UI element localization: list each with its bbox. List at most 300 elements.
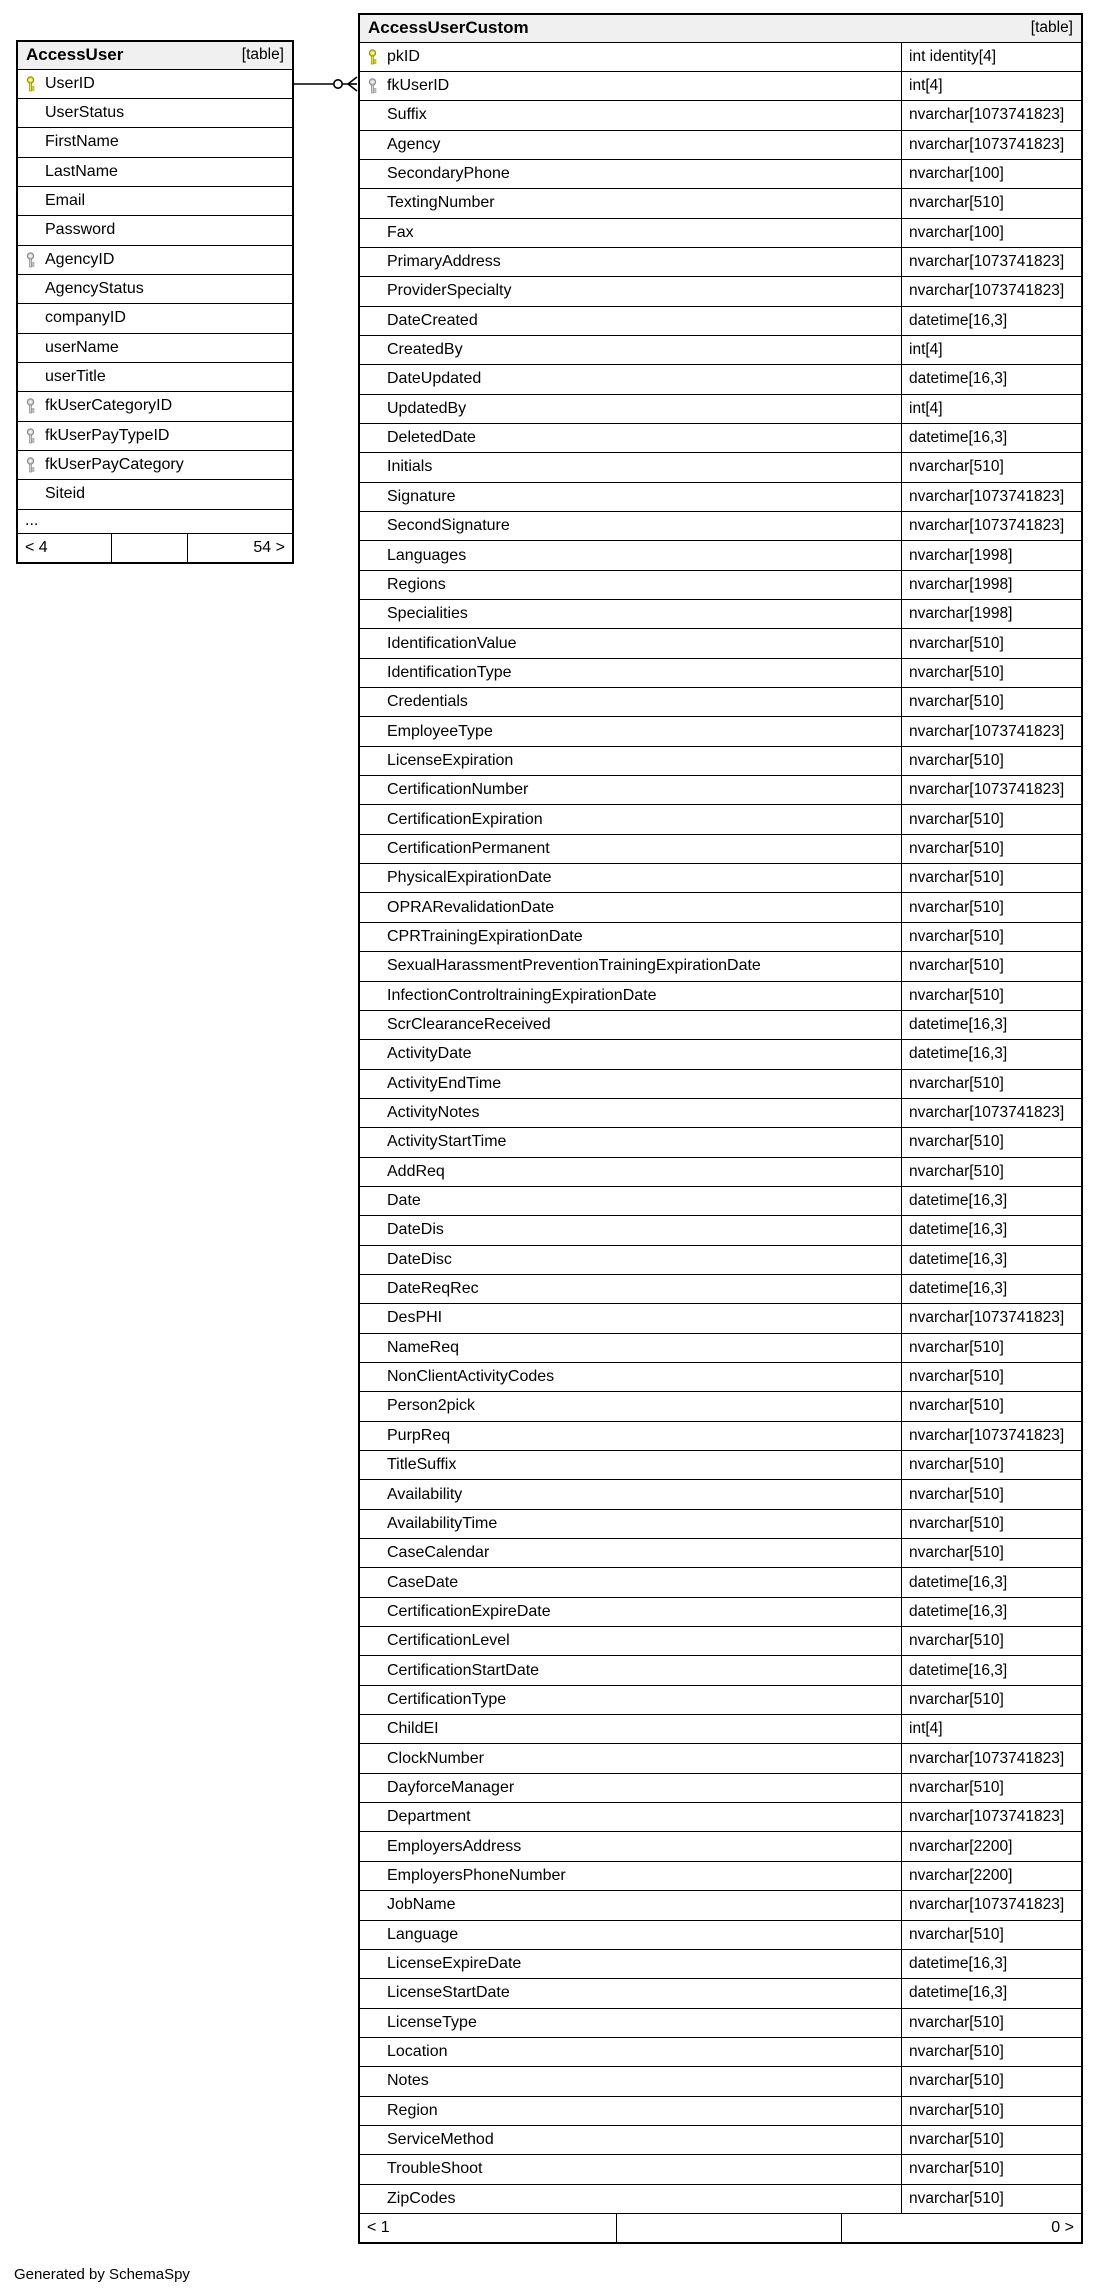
column-row-DesPHI <box>360 1304 1081 1333</box>
column-name <box>18 275 292 303</box>
column-row-PrimaryAddress <box>360 248 1081 277</box>
column-type: datetime[16,3] <box>901 1246 1081 1274</box>
column-row-EmployersPhoneNumber <box>360 1862 1081 1891</box>
column-name-text: fkUserID <box>387 77 450 95</box>
column-row-AgencyID <box>18 246 292 275</box>
column-type: nvarchar[510] <box>901 1510 1081 1538</box>
column-type: nvarchar[510] <box>901 453 1081 481</box>
column-name-text: UserID <box>45 74 95 92</box>
column-name <box>360 1832 901 1860</box>
column-row-ActivityEndTime <box>360 1070 1081 1099</box>
column-type: nvarchar[510] <box>901 2038 1081 2066</box>
column-row-DateUpdated <box>360 365 1081 394</box>
column-name-text: fkUserPayCategory <box>45 456 184 474</box>
column-row-CreatedBy <box>360 336 1081 365</box>
column-name-text: Department <box>387 1808 471 1826</box>
column-type: nvarchar[510] <box>901 1334 1081 1362</box>
column-row-EmployersAddress <box>360 1832 1081 1861</box>
column-name <box>360 982 901 1010</box>
column-type: nvarchar[1073741823] <box>901 1099 1081 1127</box>
column-type: nvarchar[1073741823] <box>901 131 1081 159</box>
column-name <box>360 1304 901 1332</box>
column-row-SexualHarassmentPreventionTrainingExpirationDate <box>360 952 1081 981</box>
table-footer <box>18 534 292 563</box>
column-name-text: DayforceManager <box>387 1778 515 1796</box>
column-row-AddReq <box>360 1158 1081 1187</box>
column-type: nvarchar[1073741823] <box>901 101 1081 129</box>
column-name <box>360 483 901 511</box>
column-type: nvarchar[1073741823] <box>901 1803 1081 1831</box>
column-row-LicenseExpireDate <box>360 1950 1081 1979</box>
column-name-text: UpdatedBy <box>387 399 467 417</box>
column-name-text: AgencyStatus <box>45 280 144 298</box>
column-name <box>360 512 901 540</box>
column-row-Languages <box>360 541 1081 570</box>
column-row-OPRARevalidationDate <box>360 893 1081 922</box>
column-row-Password <box>18 216 292 245</box>
primary-key-icon <box>25 76 38 92</box>
column-name-text: ActivityDate <box>387 1045 472 1063</box>
column-row-ServiceMethod <box>360 2126 1081 2155</box>
column-name <box>360 893 901 921</box>
column-name <box>360 1451 901 1479</box>
column-name-text: AvailabilityTime <box>387 1514 498 1532</box>
column-name <box>360 2067 901 2095</box>
column-type: nvarchar[510] <box>901 2126 1081 2154</box>
column-type: nvarchar[510] <box>901 1070 1081 1098</box>
column-row-fkUserPayCategory <box>18 451 292 480</box>
column-type: nvarchar[510] <box>901 688 1081 716</box>
column-name <box>360 1950 901 1978</box>
column-name-text: ActivityEndTime <box>387 1074 502 1092</box>
column-type: nvarchar[1073741823] <box>901 1891 1081 1919</box>
column-name-text: CertificationNumber <box>387 781 529 799</box>
foreign-key-icon <box>25 428 38 444</box>
column-type: nvarchar[510] <box>901 659 1081 687</box>
column-name-text: Region <box>387 2101 438 2119</box>
column-row-TextingNumber <box>360 189 1081 218</box>
column-name <box>360 600 901 628</box>
column-row-ZipCodes <box>360 2185 1081 2214</box>
column-type: nvarchar[1998] <box>901 600 1081 628</box>
column-row-Initials <box>360 453 1081 482</box>
column-type: nvarchar[1073741823] <box>901 512 1081 540</box>
column-name <box>18 128 292 156</box>
column-row-UserStatus <box>18 99 292 128</box>
column-name <box>360 747 901 775</box>
column-row-Signature <box>360 483 1081 512</box>
column-type: nvarchar[510] <box>901 1392 1081 1420</box>
column-name <box>18 451 292 479</box>
column-name <box>18 246 292 274</box>
column-row-Notes <box>360 2067 1081 2096</box>
column-name-text: fkUserPayTypeID <box>45 426 170 444</box>
column-name-text: DateDis <box>387 1221 444 1239</box>
column-type: nvarchar[1073741823] <box>901 1744 1081 1772</box>
column-type: nvarchar[1073741823] <box>901 776 1081 804</box>
column-name-text: SecondaryPhone <box>387 165 510 183</box>
column-name <box>360 395 901 423</box>
column-name <box>360 1774 901 1802</box>
column-name-text: OPRARevalidationDate <box>387 898 555 916</box>
column-row-SecondSignature <box>360 512 1081 541</box>
column-row-SecondaryPhone <box>360 160 1081 189</box>
column-name-text: DateUpdated <box>387 370 482 388</box>
column-row-fkUserCategoryID <box>18 392 292 421</box>
column-row-Region <box>360 2097 1081 2126</box>
column-name <box>360 189 901 217</box>
column-name <box>360 1334 901 1362</box>
column-row-LicenseExpiration <box>360 747 1081 776</box>
column-type: datetime[16,3] <box>901 424 1081 452</box>
column-name <box>360 160 901 188</box>
column-name-text: userTitle <box>45 368 106 386</box>
column-type: nvarchar[1073741823] <box>901 248 1081 276</box>
column-name-text: LicenseExpiration <box>387 751 514 769</box>
column-name-text: DesPHI <box>387 1309 443 1327</box>
column-type: nvarchar[510] <box>901 2097 1081 2125</box>
column-name-text: LicenseExpireDate <box>387 1955 522 1973</box>
table-header-accessuser <box>18 42 292 70</box>
column-name-text: NameReq <box>387 1338 460 1356</box>
table-footer <box>360 2214 1081 2243</box>
column-row-Person2pick <box>360 1392 1081 1421</box>
column-name <box>360 1744 901 1772</box>
column-type: nvarchar[1073741823] <box>901 1422 1081 1450</box>
column-name-text: CaseDate <box>387 1573 459 1591</box>
column-type: nvarchar[510] <box>901 1774 1081 1802</box>
column-name <box>18 334 292 362</box>
column-type: nvarchar[510] <box>901 1686 1081 1714</box>
column-name <box>360 629 901 657</box>
column-row-DeletedDate <box>360 424 1081 453</box>
column-type: nvarchar[510] <box>901 835 1081 863</box>
column-name-text: Person2pick <box>387 1397 476 1415</box>
column-name <box>360 1480 901 1508</box>
column-row-CertificationPermanent <box>360 835 1081 864</box>
column-name-text: ClockNumber <box>387 1749 484 1767</box>
column-type: datetime[16,3] <box>901 307 1081 335</box>
column-name <box>360 1627 901 1655</box>
column-name <box>360 541 901 569</box>
column-type: nvarchar[1073741823] <box>901 483 1081 511</box>
column-row-DateDis <box>360 1216 1081 1245</box>
column-row-JobName <box>360 1891 1081 1920</box>
column-name <box>360 1656 901 1684</box>
column-type: datetime[16,3] <box>901 1950 1081 1978</box>
column-row-CertificationType <box>360 1686 1081 1715</box>
column-row-IdentificationValue <box>360 629 1081 658</box>
column-row-companyID <box>18 304 292 333</box>
foreign-key-icon <box>367 78 380 94</box>
column-type: nvarchar[510] <box>901 982 1081 1010</box>
column-type: nvarchar[510] <box>901 1158 1081 1186</box>
column-name <box>360 864 901 892</box>
column-row-ActivityDate <box>360 1040 1081 1069</box>
column-name <box>360 952 901 980</box>
column-name-text: Password <box>45 221 116 239</box>
table-accessuser <box>16 40 294 564</box>
column-type: nvarchar[1073741823] <box>901 277 1081 305</box>
column-row-userTitle <box>18 363 292 392</box>
column-name-text: Initials <box>387 458 433 476</box>
column-row-CPRTrainingExpirationDate <box>360 923 1081 952</box>
column-name-text: Suffix <box>387 106 427 124</box>
column-name <box>360 131 901 159</box>
column-name-text: InfectionControltrainingExpirationDate <box>387 986 657 1004</box>
table-accessusercustom <box>358 13 1083 2244</box>
column-row-DayforceManager <box>360 1774 1081 1803</box>
column-name <box>360 72 901 100</box>
column-name <box>18 480 292 508</box>
column-row-fkUserID <box>360 72 1081 101</box>
column-name <box>18 216 292 244</box>
column-row-ProviderSpecialty <box>360 277 1081 306</box>
column-name <box>360 1862 901 1890</box>
column-row-Department <box>360 1803 1081 1832</box>
column-type: datetime[16,3] <box>901 1656 1081 1684</box>
column-name-text: Availability <box>387 1485 463 1503</box>
primary-key-icon <box>367 49 380 65</box>
column-row-AgencyStatus <box>18 275 292 304</box>
column-name-text: FirstName <box>45 133 119 151</box>
column-name-text: Fax <box>387 223 414 241</box>
column-name-text: IdentificationValue <box>387 634 517 652</box>
column-type: int[4] <box>901 395 1081 423</box>
column-name <box>360 365 901 393</box>
foreign-key-icon <box>25 252 38 268</box>
column-row-CertificationNumber <box>360 776 1081 805</box>
column-row-ChildEI <box>360 1715 1081 1744</box>
column-row-Language <box>360 1921 1081 1950</box>
column-row-UpdatedBy <box>360 395 1081 424</box>
foreign-key-icon <box>25 457 38 473</box>
column-row-AvailabilityTime <box>360 1510 1081 1539</box>
column-name-text: Notes <box>387 2072 429 2090</box>
column-name <box>360 776 901 804</box>
column-type: nvarchar[1073741823] <box>901 717 1081 745</box>
column-name <box>360 1979 901 2007</box>
table-title[interactable]: AccessUser <box>26 45 124 65</box>
column-type: int[4] <box>901 336 1081 364</box>
column-row-ClockNumber <box>360 1744 1081 1773</box>
column-name <box>360 1568 901 1596</box>
column-row-Fax <box>360 219 1081 248</box>
footer-middle-cell <box>616 2214 842 2243</box>
column-row-Email <box>18 187 292 216</box>
column-name-text: Language <box>387 1925 459 1943</box>
column-name <box>360 1598 901 1626</box>
column-name-text: EmployeeType <box>387 722 493 740</box>
column-row-LicenseType <box>360 2009 1081 2038</box>
column-type: datetime[16,3] <box>901 1216 1081 1244</box>
column-row-Siteid <box>18 480 292 509</box>
column-type: nvarchar[510] <box>901 629 1081 657</box>
column-type: nvarchar[510] <box>901 189 1081 217</box>
column-name <box>360 307 901 335</box>
column-name-text: EmployersAddress <box>387 1837 522 1855</box>
column-name <box>18 304 292 332</box>
column-name <box>18 70 292 98</box>
column-type: nvarchar[510] <box>901 923 1081 951</box>
column-row-PurpReq <box>360 1422 1081 1451</box>
column-name-text: Date <box>387 1192 421 1210</box>
zero-cardinality-circle-icon <box>334 80 342 88</box>
column-type: nvarchar[1998] <box>901 541 1081 569</box>
column-name-text: PurpReq <box>387 1426 451 1444</box>
column-name-text: Agency <box>387 135 441 153</box>
column-name-text: ZipCodes <box>387 2189 456 2207</box>
column-row-CertificationStartDate <box>360 1656 1081 1685</box>
column-row-fkUserPayTypeID <box>18 422 292 451</box>
column-name <box>360 1011 901 1039</box>
column-row-IdentificationType <box>360 659 1081 688</box>
table-header-accessusercustom <box>360 15 1081 43</box>
column-row-InfectionControltrainingExpirationDate <box>360 982 1081 1011</box>
column-name-text: companyID <box>45 309 126 327</box>
column-name-text: Signature <box>387 487 456 505</box>
column-row-NameReq <box>360 1334 1081 1363</box>
column-name <box>360 717 901 745</box>
column-name-text: Regions <box>387 575 446 593</box>
column-name-text: CertificationPermanent <box>387 839 550 857</box>
column-name-text: CertificationExpiration <box>387 810 543 828</box>
column-name <box>360 2038 901 2066</box>
column-type: nvarchar[2200] <box>901 1862 1081 1890</box>
column-type: nvarchar[1998] <box>901 571 1081 599</box>
column-name-text: CertificationStartDate <box>387 1661 540 1679</box>
column-row-NonClientActivityCodes <box>360 1363 1081 1392</box>
column-row-Suffix <box>360 101 1081 130</box>
column-name <box>18 158 292 186</box>
column-name <box>360 2009 901 2037</box>
column-type: nvarchar[510] <box>901 2155 1081 2183</box>
column-type: datetime[16,3] <box>901 1011 1081 1039</box>
column-row-UserID <box>18 70 292 99</box>
generated-by-label: Generated by SchemaSpy <box>14 2266 190 2283</box>
footer-related-right-count: 54 > <box>253 538 285 556</box>
column-row-CertificationExpireDate <box>360 1598 1081 1627</box>
column-row-Regions <box>360 571 1081 600</box>
column-name-text: LicenseStartDate <box>387 1984 510 2002</box>
column-type: nvarchar[100] <box>901 160 1081 188</box>
column-row-ActivityNotes <box>360 1099 1081 1128</box>
column-type: nvarchar[510] <box>901 893 1081 921</box>
column-name <box>18 99 292 127</box>
column-name-text: LicenseType <box>387 2013 477 2031</box>
column-row-ActivityStartTime <box>360 1128 1081 1157</box>
column-name <box>360 1803 901 1831</box>
column-name-text: userName <box>45 338 119 356</box>
column-name <box>360 2126 901 2154</box>
column-type: nvarchar[510] <box>901 1363 1081 1391</box>
column-type: datetime[16,3] <box>901 365 1081 393</box>
column-name-text: Email <box>45 192 86 210</box>
column-row-CaseCalendar <box>360 1539 1081 1568</box>
column-row-Availability <box>360 1480 1081 1509</box>
column-name <box>18 363 292 391</box>
column-name <box>360 1275 901 1303</box>
column-type: nvarchar[510] <box>901 747 1081 775</box>
column-name <box>360 571 901 599</box>
column-name-text: NonClientActivityCodes <box>387 1368 555 1386</box>
column-name <box>360 43 901 71</box>
column-name-text: Siteid <box>45 485 86 503</box>
column-type: datetime[16,3] <box>901 1187 1081 1215</box>
column-row-LicenseStartDate <box>360 1979 1081 2008</box>
column-row-DateReqRec <box>360 1275 1081 1304</box>
column-row-FirstName <box>18 128 292 157</box>
column-type: int[4] <box>901 72 1081 100</box>
column-name <box>360 1363 901 1391</box>
column-name <box>360 2185 901 2213</box>
column-row-CaseDate <box>360 1568 1081 1597</box>
column-name-text: CertificationLevel <box>387 1632 510 1650</box>
column-name-text: ScrClearanceReceived <box>387 1016 551 1034</box>
column-type: nvarchar[510] <box>901 2067 1081 2095</box>
column-type: datetime[16,3] <box>901 1568 1081 1596</box>
column-name-text: TitleSuffix <box>387 1456 457 1474</box>
table-type-badge: [table] <box>241 46 284 64</box>
column-name-text: EmployersPhoneNumber <box>387 1866 566 1884</box>
column-name <box>360 1510 901 1538</box>
footer-related-right-count: 0 > <box>1051 2219 1074 2237</box>
column-row-TitleSuffix <box>360 1451 1081 1480</box>
column-name-text: DateDisc <box>387 1250 452 1268</box>
column-type: nvarchar[510] <box>901 1921 1081 1949</box>
column-name-text: CertificationExpireDate <box>387 1602 551 1620</box>
column-row-CertificationLevel <box>360 1627 1081 1656</box>
column-name <box>360 1392 901 1420</box>
column-name <box>360 1715 901 1743</box>
column-row-DateCreated <box>360 307 1081 336</box>
column-row-userName <box>18 334 292 363</box>
column-type: datetime[16,3] <box>901 1598 1081 1626</box>
column-name-text: CreatedBy <box>387 341 463 359</box>
column-name-text: TroubleShoot <box>387 2160 483 2178</box>
column-name-text: Languages <box>387 546 467 564</box>
column-name <box>360 1187 901 1215</box>
column-row-Specialities <box>360 600 1081 629</box>
column-name <box>360 688 901 716</box>
column-row-Location <box>360 2038 1081 2067</box>
column-row-EmployeeType <box>360 717 1081 746</box>
column-type: nvarchar[510] <box>901 1627 1081 1655</box>
footer-related-left-count: < 4 <box>25 538 48 556</box>
column-name-text: AddReq <box>387 1162 445 1180</box>
column-name-text: SexualHarassmentPreventionTrainingExpirationDate <box>387 957 761 975</box>
column-row-TroubleShoot <box>360 2155 1081 2184</box>
column-name-text: Location <box>387 2043 448 2061</box>
column-row-LastName <box>18 158 292 187</box>
column-name-text: fkUserCategoryID <box>45 397 173 415</box>
column-name <box>360 923 901 951</box>
column-name-text: UserStatus <box>45 104 125 122</box>
column-name <box>360 1128 901 1156</box>
column-name-text: PrimaryAddress <box>387 253 501 271</box>
column-name <box>360 248 901 276</box>
column-name-text: AgencyID <box>45 250 115 268</box>
column-name-text: SecondSignature <box>387 517 510 535</box>
column-name-text: CPRTrainingExpirationDate <box>387 927 583 945</box>
table-title[interactable]: AccessUserCustom <box>368 18 529 38</box>
column-name <box>360 2155 901 2183</box>
column-type: int identity[4] <box>901 43 1081 71</box>
column-name-text: DeletedDate <box>387 429 476 447</box>
column-name-text: PhysicalExpirationDate <box>387 869 552 887</box>
column-row-Agency <box>360 131 1081 160</box>
column-name <box>360 659 901 687</box>
